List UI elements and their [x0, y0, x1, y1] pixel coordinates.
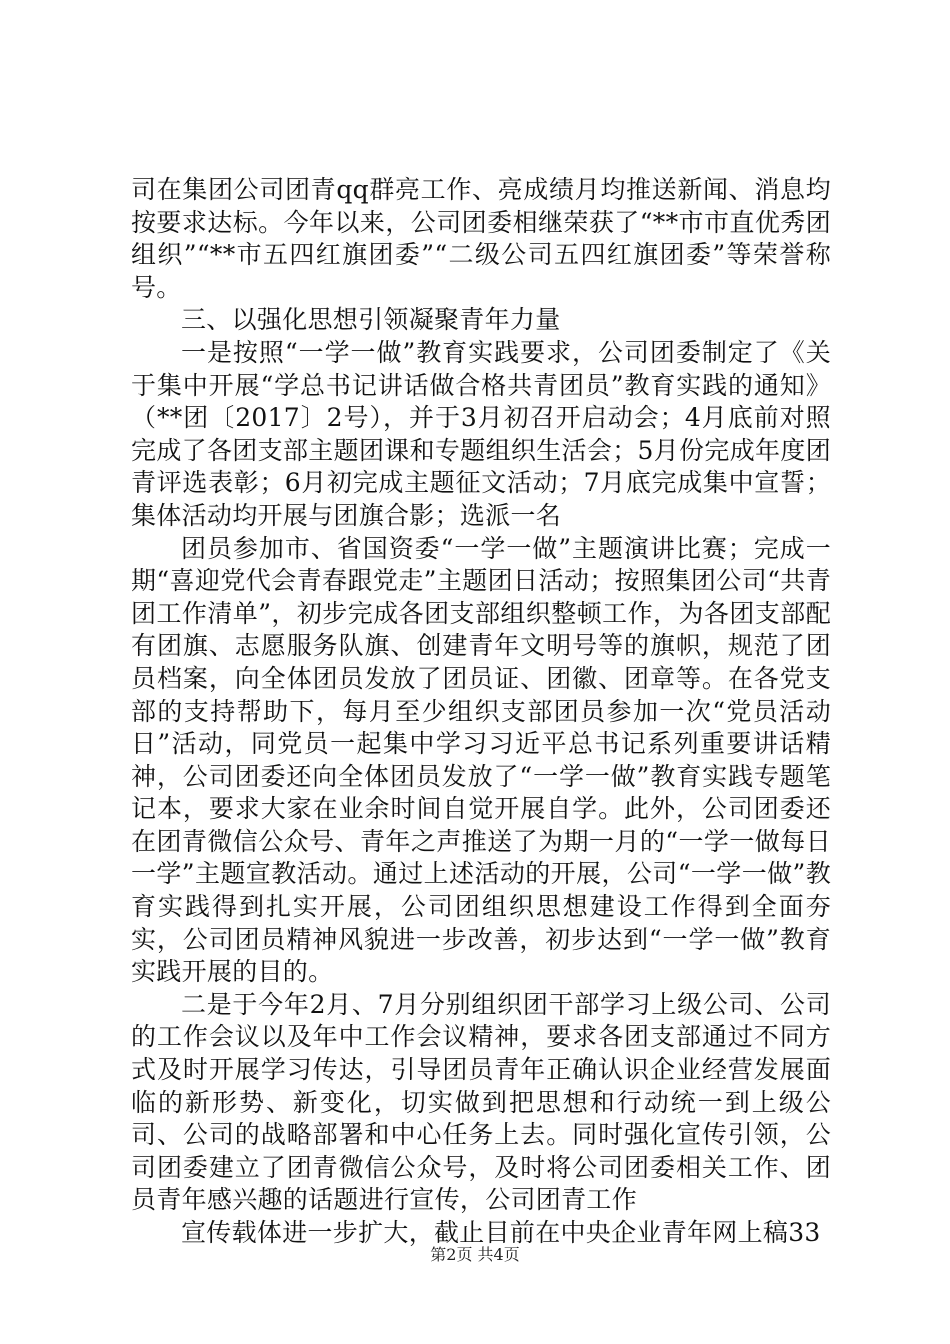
paragraph-continuation: 司在集团公司团青qq群亮工作、亮成绩月均推送新闻、消息均按要求达标。今年以来，公司团委相继荣获了“**市市直优秀团组织”“**市五四红旗团委”“二级公司五四红旗团委”等荣誉称号。 [131, 175, 831, 302]
paragraph-item-two: 二是于今年2月、7月分别组织团干部学习上级公司、公司的工作会议以及年中工作会议精神，要求各团支部通过不同方式及时开展学习传达，引导团员青年正确认识企业经营发展面临的新形势、新变化，切实做到把思想和行动统一到上级公司、公司的战略部署和中心任务上去。同时强化宣传引领，公司团委建立了团青微信公众号，及时将公司团委相关工作、团员青年感兴趣的话题进行宣传，公司团青工作 [131, 989, 831, 1215]
section-heading: 三、以强化思想引领凝聚青年力量 [181, 305, 561, 335]
document-body [131, 174, 831, 1250]
paragraph-item-one: 一是按照“一学一做”教育实践要求，公司团委制定了《关于集中开展“学总书记讲话做合格共青团员”教育实践的通知》（**团〔2017〕2号），并于3月初召开启动会；4月底前对照完成了各团支部主题团课和专题组织生活会；5月份完成年度团青评选表彰；6月初完成主题征文活动；7月底完成集中宣誓；集体活动均开展与团旗合影；选派一名 [131, 337, 831, 530]
paragraph-publicity: 宣传载体进一步扩大，截止目前在中央企业青年网上稿33 [181, 1218, 821, 1247]
page-number-footer: 第2页 共4页 [430, 1245, 520, 1264]
paragraph-activities: 团员参加市、省国资委“一学一做”主题演讲比赛；完成一期“喜迎党代会青春跟党走”主题团日活动；按照集团公司“共青团工作清单”，初步完成各团支部组织整顿工作，为各团支部配有团旗、志愿服务队旗、创建青年文明号等的旗帜，规范了团员档案，向全体团员发放了团员证、团徽、团章等。在各党支部的支持帮助下，每月至少组织支部团员参加一次“党员活动日”活动，同党员一起集中学习习近平总书记系列重要讲话精神，公司团委还向全体团员发放了“一学一做”教育实践专题笔记本，要求大家在业余时间自觉开展自学。此外，公司团委还在团青微信公众号、青年之声推送了为期一月的“一学一做每日一学”主题宣教活动。通过上述活动的开展，公司“一学一做”教育实践得到扎实开展，公司团组织思想建设工作得到全面夯实，公司团员精神风貌进一步改善，初步达到“一学一做”教育实践开展的目的。 [131, 533, 831, 987]
